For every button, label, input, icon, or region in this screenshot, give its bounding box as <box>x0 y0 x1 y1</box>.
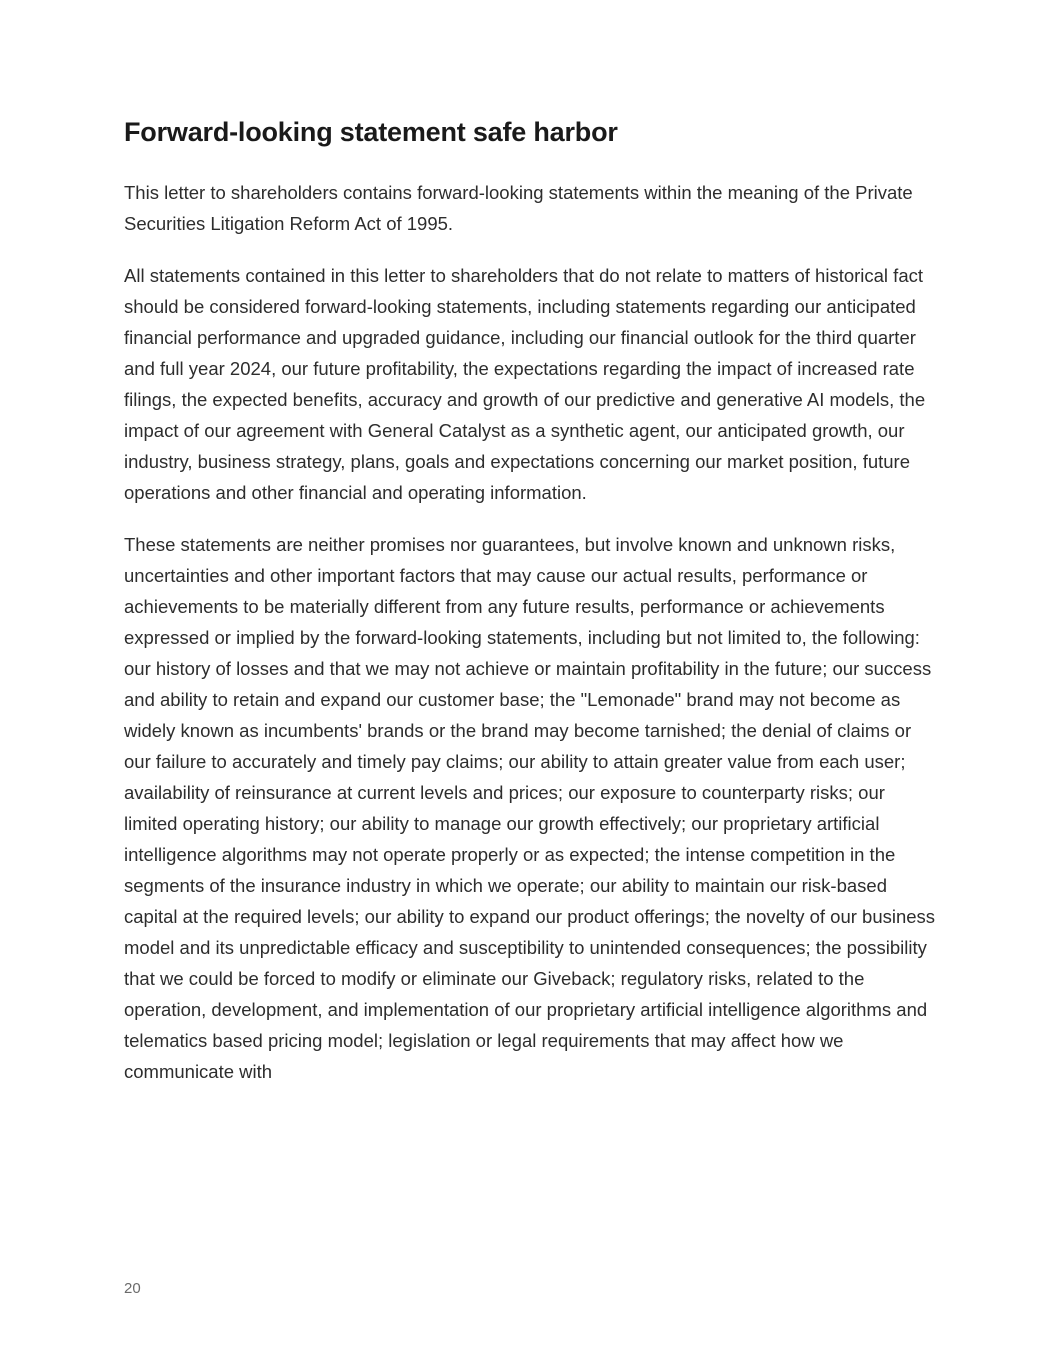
body-paragraph-2: All statements contained in this letter to shareholders that do not relate to matters of historical fact should be considered forward-looking statements, including statements regarding our anticipated financial performance and upgraded guidance, including our financial outlook for the third quarter and full year 2024, our future profitability, the expectations regarding the impact of increased rate filings, the expected benefits, accuracy and growth of our predictive and generative AI models, the impact of our agreement with General Catalyst as a synthetic agent, our anticipated growth, our industry, business strategy, plans, goals and expectations concerning our market position, future operations and other financial and operating information. <box>124 264 926 503</box>
body-paragraph-3: These statements are neither promises nor guarantees, but involve known and unknown risks, uncertainties and other important factors that may cause our actual results, performance or achievements to be materially different from any future results, performance or achievements expressed or implied by the forward-looking statements, including but not limited to, the following: our history of losses and that we may not achieve or maintain profitability in the future; our success and ability to retain and expand our customer base; the "Lemonade" brand may not become as widely known as incumbents' brands or the brand may become tarnished; the denial of claims or our failure to accurately and timely pay claims; our ability to attain greater value from each user; availability of reinsurance at current levels and prices; our exposure to counterparty risks; our limited operating history; our ability to manage our growth effectively; our proprietary artificial intelligence algorithms may not operate properly or as expected; the intense competition in the segments of the insurance industry in which we operate; our ability to maintain our risk-based capital at the required levels; our ability to expand our product offerings; the novelty of our business model and its unpredictable efficacy and susceptibility to unintended consequences; the possibility that we could be forced to modify or eliminate our Giveback; regulatory risks, related to the operation, development, and implementation of our proprietary artificial intelligence algorithms and telematics based pricing model; legislation or legal requirements that may affect how we communicate with <box>124 533 936 1082</box>
page-title: Forward-looking statement safe harbor <box>124 117 618 147</box>
page-number: 20 <box>124 1280 141 1297</box>
page-content <box>124 116 936 1108</box>
body-paragraph-1: This letter to shareholders contains forward-looking statements within the meaning of the Private Securities Litigation Reform Act of 1995. <box>124 181 913 234</box>
